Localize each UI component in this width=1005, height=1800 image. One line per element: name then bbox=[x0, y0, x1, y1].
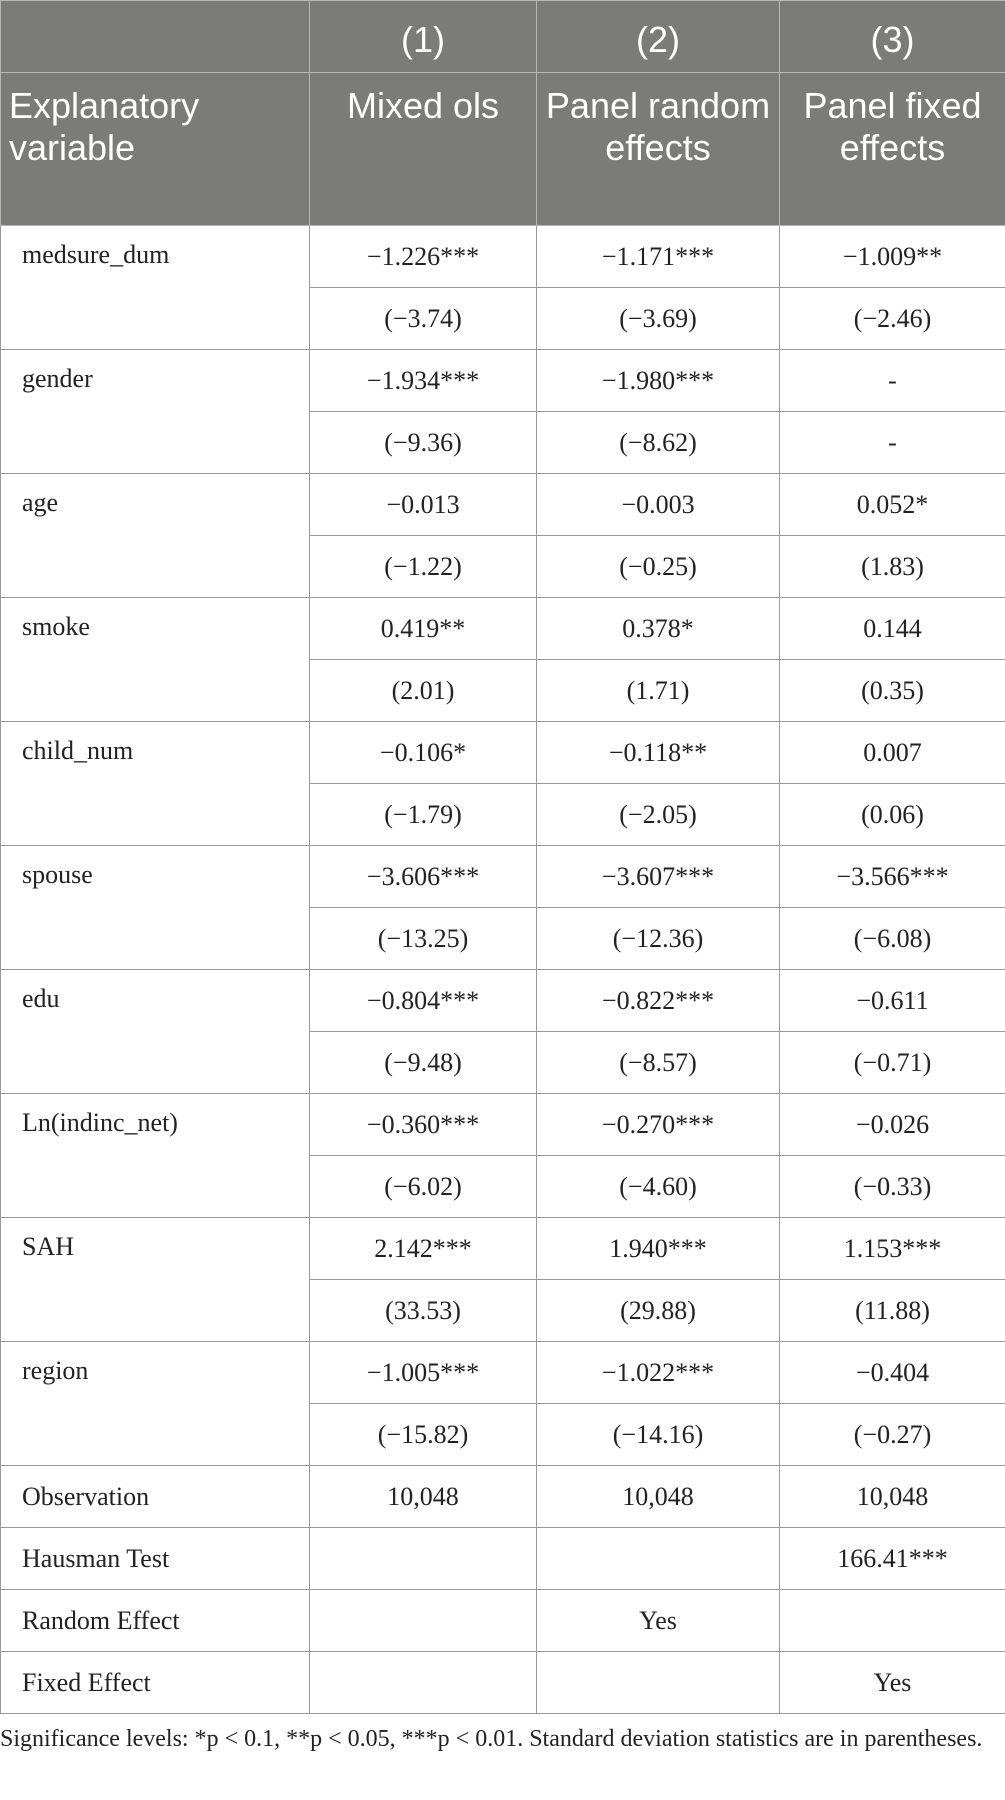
summary-label: Random Effect bbox=[1, 1590, 310, 1652]
table-row bbox=[1, 474, 1005, 536]
table-row bbox=[1, 226, 1005, 288]
variable-name: age bbox=[1, 474, 310, 598]
statistic-cell: (29.88) bbox=[537, 1280, 780, 1342]
coefficient-cell: −3.566*** bbox=[780, 846, 1005, 908]
column-title-row bbox=[1, 73, 1005, 226]
table-row bbox=[1, 970, 1005, 1032]
statistic-cell: (−2.05) bbox=[537, 784, 780, 846]
statistic-cell: (−0.25) bbox=[537, 536, 780, 598]
variable-name: spouse bbox=[1, 846, 310, 970]
coefficient-cell: 0.052* bbox=[780, 474, 1005, 536]
variable-name: SAH bbox=[1, 1218, 310, 1342]
summary-value bbox=[537, 1528, 780, 1590]
summary-value: 10,048 bbox=[537, 1466, 780, 1528]
statistic-cell: (−14.16) bbox=[537, 1404, 780, 1466]
summary-value: Yes bbox=[537, 1590, 780, 1652]
table-row bbox=[1, 1342, 1005, 1404]
col-number-2: (2) bbox=[537, 1, 780, 73]
statistic-cell: (2.01) bbox=[310, 660, 537, 722]
table-footnote: Significance levels: *p < 0.1, **p < 0.05, ***p < 0.01. Standard deviation statistics are in parentheses. bbox=[0, 1726, 983, 1752]
col-title-mixed-ols: Mixed ols bbox=[310, 73, 537, 226]
statistic-cell: (−2.46) bbox=[780, 288, 1005, 350]
coefficient-cell: −0.611 bbox=[780, 970, 1005, 1032]
statistic-cell: (−9.36) bbox=[310, 412, 537, 474]
statistic-cell: (−1.79) bbox=[310, 784, 537, 846]
table-row bbox=[1, 722, 1005, 784]
coefficient-cell: −1.980*** bbox=[537, 350, 780, 412]
coefficient-cell: −1.022*** bbox=[537, 1342, 780, 1404]
coefficient-cell: −1.005*** bbox=[310, 1342, 537, 1404]
coefficient-cell: −0.106* bbox=[310, 722, 537, 784]
statistic-cell: (−8.62) bbox=[537, 412, 780, 474]
coefficient-cell: −0.013 bbox=[310, 474, 537, 536]
summary-value: Yes bbox=[780, 1652, 1005, 1714]
table-row bbox=[1, 1218, 1005, 1280]
coefficient-cell: 1.940*** bbox=[537, 1218, 780, 1280]
statistic-cell: (−12.36) bbox=[537, 908, 780, 970]
table-row bbox=[1, 1466, 1005, 1528]
coefficient-cell: 0.144 bbox=[780, 598, 1005, 660]
statistic-cell: (−3.69) bbox=[537, 288, 780, 350]
summary-value: 10,048 bbox=[780, 1466, 1005, 1528]
summary-label: Hausman Test bbox=[1, 1528, 310, 1590]
coefficient-cell: 0.378* bbox=[537, 598, 780, 660]
coefficient-cell: −3.606*** bbox=[310, 846, 537, 908]
column-number-row bbox=[1, 1, 1005, 73]
summary-value: 10,048 bbox=[310, 1466, 537, 1528]
summary-value bbox=[310, 1590, 537, 1652]
statistic-cell: (1.71) bbox=[537, 660, 780, 722]
table-row bbox=[1, 1652, 1005, 1714]
col-title-random-effects: Panel random effects bbox=[537, 73, 780, 226]
statistic-cell: (−0.33) bbox=[780, 1156, 1005, 1218]
summary-value bbox=[310, 1652, 537, 1714]
summary-value: 166.41*** bbox=[780, 1528, 1005, 1590]
coefficient-cell: 1.153*** bbox=[780, 1218, 1005, 1280]
table-row bbox=[1, 1094, 1005, 1156]
statistic-cell: (1.83) bbox=[780, 536, 1005, 598]
coefficient-cell: −1.009** bbox=[780, 226, 1005, 288]
coefficient-cell: −3.607*** bbox=[537, 846, 780, 908]
statistic-cell: (−0.71) bbox=[780, 1032, 1005, 1094]
coefficient-cell: −0.404 bbox=[780, 1342, 1005, 1404]
coefficient-cell: −0.804*** bbox=[310, 970, 537, 1032]
statistic-cell: (11.88) bbox=[780, 1280, 1005, 1342]
variable-name: region bbox=[1, 1342, 310, 1466]
table-row bbox=[1, 350, 1005, 412]
statistic-cell: (−8.57) bbox=[537, 1032, 780, 1094]
coefficient-cell: −0.003 bbox=[537, 474, 780, 536]
statistic-cell: (−13.25) bbox=[310, 908, 537, 970]
coefficient-cell: −0.822*** bbox=[537, 970, 780, 1032]
statistic-cell: (33.53) bbox=[310, 1280, 537, 1342]
statistic-cell: (−6.08) bbox=[780, 908, 1005, 970]
statistic-cell: (0.35) bbox=[780, 660, 1005, 722]
statistic-cell: (−1.22) bbox=[310, 536, 537, 598]
summary-value bbox=[310, 1528, 537, 1590]
coefficient-cell: −1.171*** bbox=[537, 226, 780, 288]
variable-name: child_num bbox=[1, 722, 310, 846]
statistic-cell: (−4.60) bbox=[537, 1156, 780, 1218]
table-row bbox=[1, 846, 1005, 908]
summary-label: Fixed Effect bbox=[1, 1652, 310, 1714]
header-empty-cell bbox=[1, 1, 310, 73]
coefficient-cell: −0.270*** bbox=[537, 1094, 780, 1156]
col-number-3: (3) bbox=[780, 1, 1005, 73]
coefficient-cell: −0.360*** bbox=[310, 1094, 537, 1156]
col-title-fixed-effects: Panel fixed effects bbox=[780, 73, 1005, 226]
variable-name: gender bbox=[1, 350, 310, 474]
statistic-cell: (−9.48) bbox=[310, 1032, 537, 1094]
statistic-cell: (−15.82) bbox=[310, 1404, 537, 1466]
summary-label: Observation bbox=[1, 1466, 310, 1528]
statistic-cell: (0.06) bbox=[780, 784, 1005, 846]
statistic-cell: - bbox=[780, 412, 1005, 474]
statistic-cell: (−6.02) bbox=[310, 1156, 537, 1218]
summary-value bbox=[780, 1590, 1005, 1652]
coefficient-cell: 0.007 bbox=[780, 722, 1005, 784]
table-body bbox=[1, 226, 1005, 1714]
variable-name: Ln(indinc_net) bbox=[1, 1094, 310, 1218]
table-row bbox=[1, 598, 1005, 660]
coefficient-cell: 2.142*** bbox=[310, 1218, 537, 1280]
coefficient-cell: −0.026 bbox=[780, 1094, 1005, 1156]
statistic-cell: (−0.27) bbox=[780, 1404, 1005, 1466]
variable-name: edu bbox=[1, 970, 310, 1094]
coefficient-cell: - bbox=[780, 350, 1005, 412]
summary-value bbox=[537, 1652, 780, 1714]
variable-name: medsure_dum bbox=[1, 226, 310, 350]
row-label-header: Explanatory variable bbox=[1, 73, 310, 226]
coefficient-cell: −1.934*** bbox=[310, 350, 537, 412]
coefficient-cell: −1.226*** bbox=[310, 226, 537, 288]
variable-name: smoke bbox=[1, 598, 310, 722]
coefficient-cell: 0.419** bbox=[310, 598, 537, 660]
table-header bbox=[1, 1, 1005, 226]
table-row bbox=[1, 1528, 1005, 1590]
col-number-1: (1) bbox=[310, 1, 537, 73]
statistic-cell: (−3.74) bbox=[310, 288, 537, 350]
coefficient-cell: −0.118** bbox=[537, 722, 780, 784]
table-row bbox=[1, 1590, 1005, 1652]
